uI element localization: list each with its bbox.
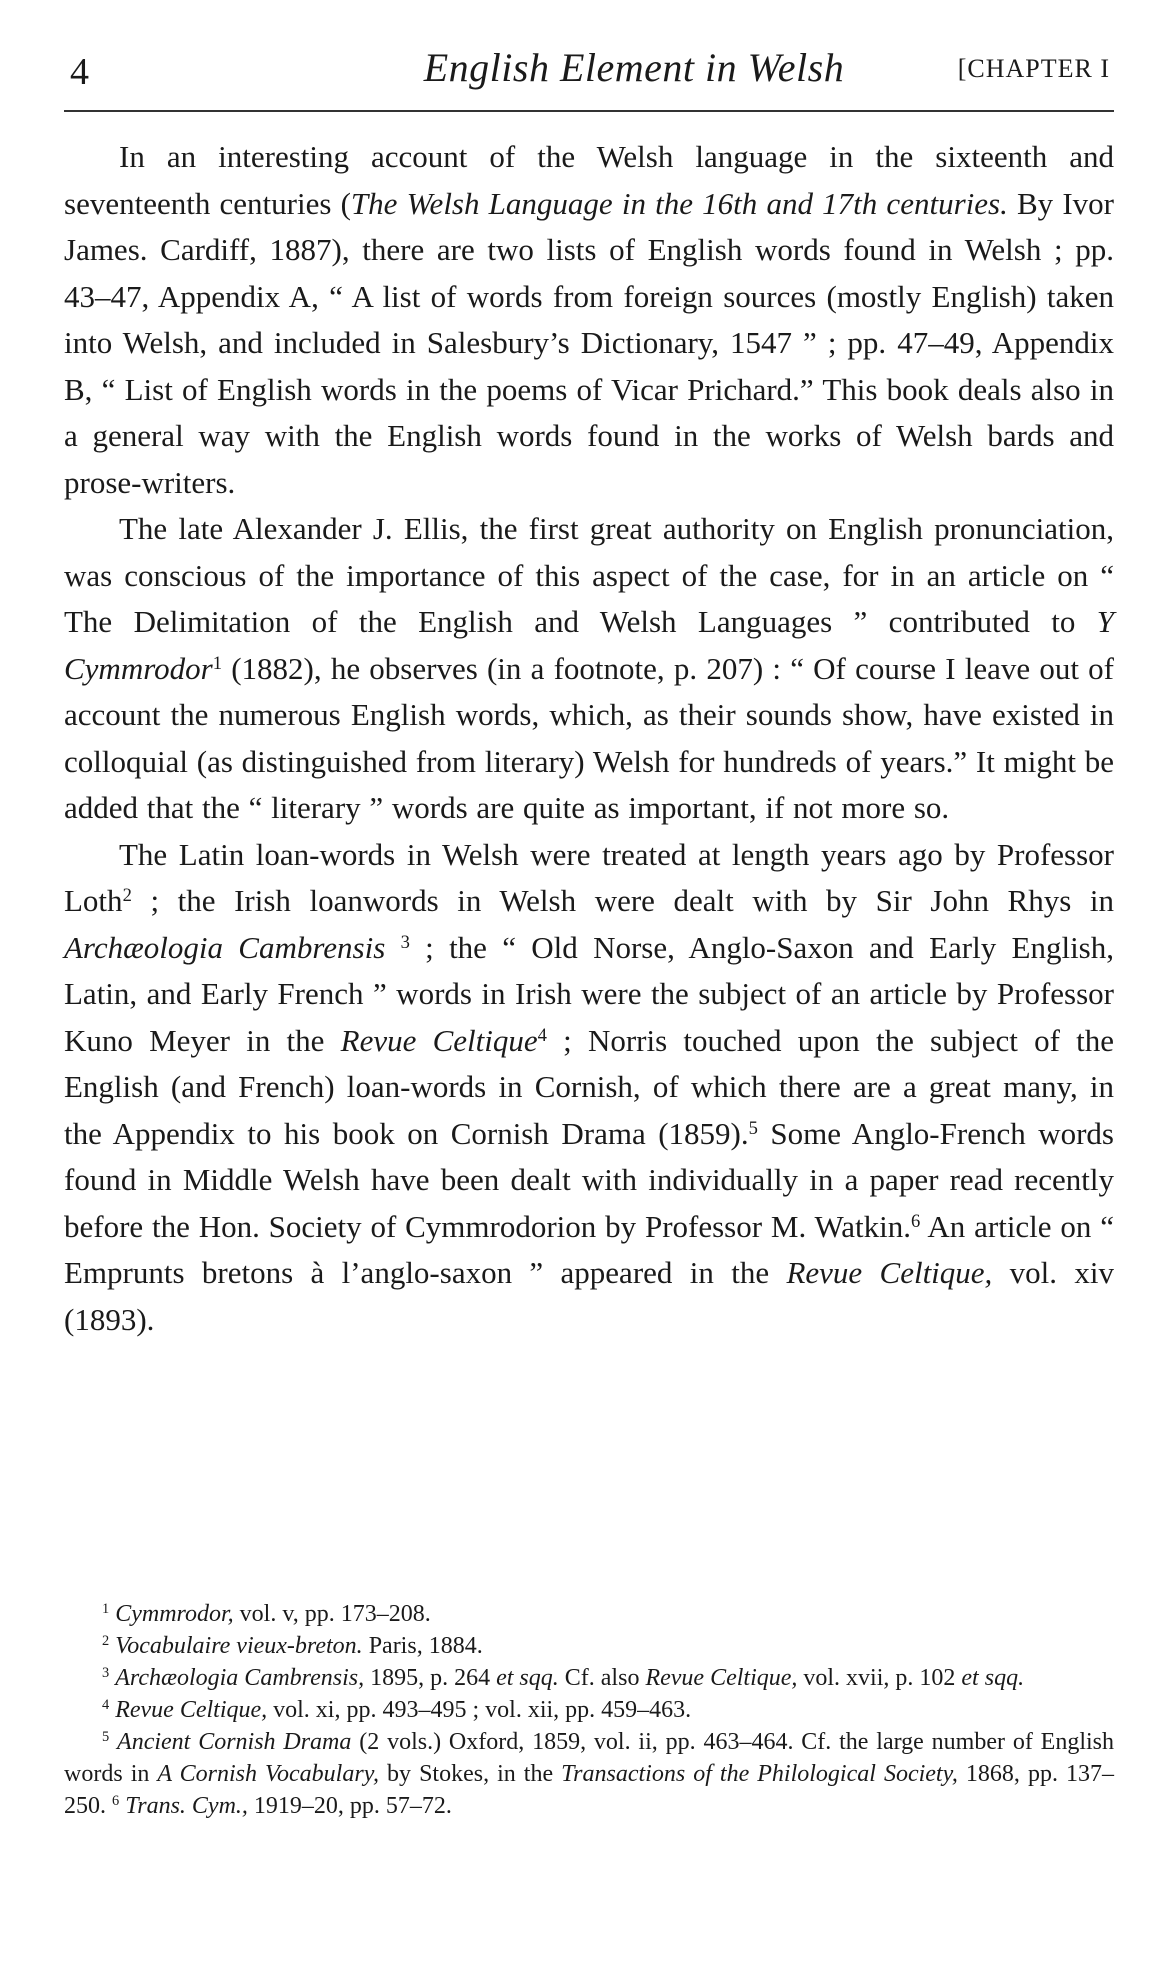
chapter-label: [CHAPTER I (957, 54, 1110, 83)
footnote-marker: 4 (537, 1024, 547, 1046)
italic-text: Revue Celtique, (786, 1255, 993, 1290)
text-run (385, 930, 400, 965)
italic-text: Cymmrodor, (115, 1601, 234, 1627)
text-run: Some Anglo-French words found in Middle Welsh have been dealt with individually in a paper read recently before the Hon. Society of Cymmrodorion by Professor M. Watkin. (64, 1115, 1114, 1244)
footnote-marker: 5 (748, 1117, 758, 1139)
paragraph (64, 134, 1114, 506)
italic-text: et sqq. (961, 1665, 1025, 1691)
text-run: vol. xiv (1893). (64, 1255, 1114, 1337)
footnote-marker: 1 (212, 652, 222, 674)
body-text (64, 134, 1114, 1343)
text-run: The Latin loan-words in Welsh were treated at length years ago by Professor Loth (64, 836, 1114, 918)
text-run: ; Norris touched upon the subject of the English (and French) loan-words in Cornish, of which there are a great many, in the Appendix to his book on Cornish Drama (1859). (64, 1022, 1114, 1151)
text-run: vol. xvii, p. 102 (797, 1665, 962, 1691)
text-run: The late Alexander J. Ellis, the first great authority on English pronunciation, was conscious of the importance of this aspect of the case, for in an article on “ The Delimitation of the English and Welsh Languages ” contributed to (64, 511, 1114, 639)
paragraph (64, 506, 1114, 832)
text-run: 1868, pp. 137–250. (64, 1761, 1114, 1819)
text-run: Paris, 1884. (362, 1633, 483, 1659)
footnote (64, 1726, 1114, 1822)
italic-text: et sqq. (496, 1665, 559, 1691)
footnote (64, 1598, 1114, 1630)
text-run: 1919–20, pp. 57–72. (247, 1793, 452, 1819)
text-run: (1882), he observes (in a footnote, p. 207) : “ Of course I leave out of account the numerous English words, which, as their sounds show, have existed in colloquial (as distinguished from literary) Welsh for hundreds of years.” It might be added that the “ literary ” words are quite as important, if not more so. (64, 650, 1114, 825)
italic-text: Ancient Cornish Drama (117, 1729, 352, 1755)
text-run: ; the Irish loanwords in Welsh were dealt with by Sir John Rhys in (131, 883, 1114, 918)
italic-text: The Welsh Language in the 16th and 17th centuries. (350, 185, 1008, 221)
text-run: In an interesting account of the Welsh language in the sixteenth and seventeenth centuries ( (64, 139, 1114, 221)
italic-text: Revue Celtique, (115, 1697, 268, 1723)
paragraph (64, 832, 1114, 1344)
italic-text: Archæologia Cambrensis, (115, 1665, 365, 1691)
footnote-marker: 2 (122, 884, 132, 906)
running-header (64, 40, 1114, 100)
text-run: vol. v, pp. 173–208. (233, 1601, 431, 1627)
text-run (109, 1729, 117, 1755)
italic-text: A Cornish Vocabulary, (157, 1761, 380, 1787)
footnote-marker: 5 (102, 1729, 110, 1746)
italic-text: Vocabulaire vieux-breton. (115, 1633, 363, 1659)
header-rule (64, 110, 1114, 112)
footnote-marker: 6 (910, 1210, 921, 1232)
footnote (64, 1662, 1114, 1694)
footnote (64, 1630, 1114, 1662)
italic-text: Revue Celtique (340, 1022, 538, 1058)
footnotes (64, 1598, 1114, 1822)
italic-text: Trans. Cym., (125, 1793, 248, 1819)
italic-text: Y Cymmrodor (64, 604, 1114, 686)
page-number: 4 (70, 51, 89, 93)
italic-text: Revue Celtique, (645, 1665, 798, 1691)
footnote-marker: 3 (102, 1665, 110, 1682)
text-run: By Ivor James. Cardiff, 1887), there are two lists of English words found in Welsh ; pp. 43–47, Appendix A, “ A list of words from foreign sources (mostly English) taken into Welsh, and included in Salesbury’s Dictionary, 1547 ” ; pp. 47–49, Appendix B, “ List of English words in the poems of Vicar Prichard.” This book deals also in a general way with the English words found in the works of Welsh bards and prose-writers. (64, 185, 1115, 500)
footnote-marker: 6 (112, 1793, 120, 1810)
text-run: by Stokes, in the (379, 1761, 562, 1787)
running-title: English Element in Welsh (423, 45, 845, 90)
text-run: vol. xi, pp. 493–495 ; vol. xii, pp. 459–463. (267, 1697, 692, 1723)
text-run: Cf. also (558, 1665, 646, 1691)
footnote-marker: 3 (400, 931, 410, 953)
footnote-marker: 2 (102, 1633, 110, 1650)
text-run: 1895, p. 264 (364, 1665, 497, 1691)
footnote-marker: 4 (102, 1697, 110, 1714)
footnote (64, 1694, 1114, 1726)
footnote-marker: 1 (102, 1601, 110, 1618)
italic-text: Transactions of the Philological Society, (561, 1761, 958, 1787)
text-run: ; the “ Old Norse, Anglo-Saxon and Early English, Latin, and Early French ” words in Irish were the subject of an article by Professor Kuno Meyer in the (64, 929, 1114, 1058)
italic-text: Archæologia Cambrensis (64, 929, 386, 965)
text-run: An article on “ Emprunts bretons à l’anglo-saxon ” appeared in the (64, 1208, 1114, 1290)
text-run: (2 vols.) Oxford, 1859, vol. ii, pp. 463–464. Cf. the large number of English words in (64, 1729, 1114, 1787)
